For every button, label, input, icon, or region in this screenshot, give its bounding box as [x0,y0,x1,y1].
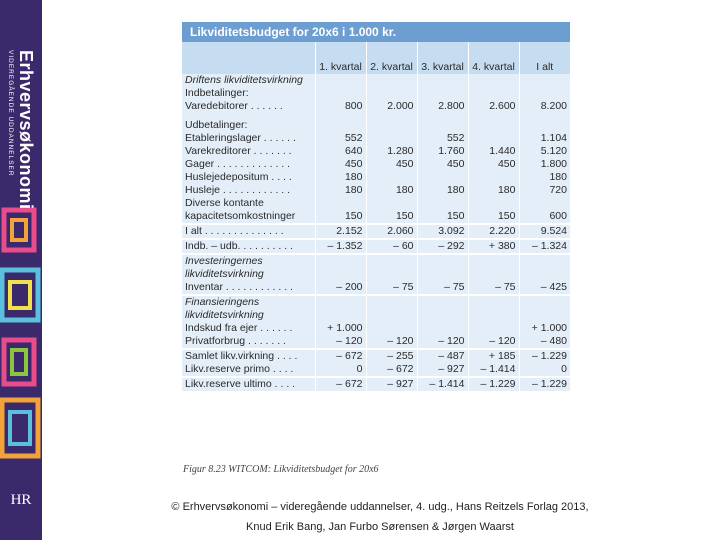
table-cell: 2.152 [315,224,366,239]
table-row [182,87,570,100]
table-row [182,171,570,184]
table-cell [519,197,570,210]
table-cell [417,197,468,210]
table-cell: 180 [315,171,366,184]
table-row [182,210,570,224]
table-cell: 9.524 [519,224,570,239]
table-cell: 3.092 [417,224,468,239]
table-cell: – 120 [366,335,417,349]
table-cell [417,295,468,322]
column-header [182,42,315,74]
table-cell [519,87,570,100]
table-cell: 0 [519,363,570,377]
table-cell: – 1.324 [519,239,570,254]
figure-caption: Figur 8.23 WITCOM: Likviditetsbudget for 20x6 [183,464,379,475]
table-row [182,349,570,363]
table-cell: – 1.229 [468,377,519,391]
table-cell: 8.200 [519,100,570,113]
table-cell: – 120 [417,335,468,349]
table-cell: 640 [315,145,366,158]
table-cell: 600 [519,210,570,224]
table-cell [366,87,417,100]
table-cell: 5.120 [519,145,570,158]
brand-title: Erhvervsøkonomi [16,50,36,210]
table-cell: – 1.229 [519,349,570,363]
table-cell: – 60 [366,239,417,254]
table-cell [417,87,468,100]
table-row [182,335,570,349]
row-label: Varedebitorer . . . . . . [182,100,315,113]
table-cell: – 75 [468,281,519,295]
table-cell: 1.104 [519,132,570,145]
table-cell [366,113,417,132]
row-label: Gager . . . . . . . . . . . . . [182,158,315,171]
liquidity-budget-table [182,42,570,391]
row-label: Udbetalinger: [182,113,315,132]
table-cell: 150 [366,210,417,224]
row-label: Diverse kontante [182,197,315,210]
table-cell: 800 [315,100,366,113]
column-header: 3. kvartal [417,42,468,74]
table-cell: – 1.352 [315,239,366,254]
table-cell [468,171,519,184]
table-row [182,184,570,197]
row-label: Likv.reserve primo . . . . [182,363,315,377]
table-row [182,254,570,281]
table-cell [315,254,366,281]
table-cell [468,295,519,322]
table-cell: 2.800 [417,100,468,113]
table-cell: 2.000 [366,100,417,113]
table-cell [468,113,519,132]
publisher-logo: HR [10,492,32,508]
table-cell: – 672 [366,363,417,377]
table-row [182,113,570,132]
table-cell [519,113,570,132]
table-cell: 552 [315,132,366,145]
table-title: Likviditetsbudget for 20x6 i 1.000 kr. [182,22,570,42]
table-cell: – 1.414 [417,377,468,391]
row-label: Privatforbrug . . . . . . . [182,335,315,349]
table-cell [468,322,519,335]
table-cell: 180 [366,184,417,197]
table-cell: 2.220 [468,224,519,239]
table-cell: 1.280 [366,145,417,158]
brand [2,50,42,210]
table-cell: 180 [519,171,570,184]
table-cell: – 480 [519,335,570,349]
table-cell: + 185 [468,349,519,363]
row-label: Finansieringens likviditetsvirkning [182,295,315,322]
table-cell: 1.800 [519,158,570,171]
footer-line-2: Knud Erik Bang, Jan Furbo Sørensen & Jørgen Waarst [246,521,514,533]
liquidity-budget-figure [182,22,570,391]
table-cell [315,74,366,87]
table-cell [366,322,417,335]
table-cell [468,87,519,100]
row-label: Samlet likv.virkning . . . . [182,349,315,363]
table-cell: 150 [315,210,366,224]
table-cell [315,197,366,210]
table-cell: – 255 [366,349,417,363]
table-cell: + 1.000 [315,322,366,335]
table-row [182,377,570,391]
table-cell: – 672 [315,349,366,363]
table-cell: 450 [366,158,417,171]
decorative-pattern [0,200,42,480]
table-cell: 552 [417,132,468,145]
table-cell: – 487 [417,349,468,363]
table-cell [519,254,570,281]
table-row [182,145,570,158]
table-cell [366,171,417,184]
table-cell: – 120 [468,335,519,349]
table-cell: – 75 [417,281,468,295]
table-cell: + 1.000 [519,322,570,335]
table-cell [366,254,417,281]
row-label: Huslejedepositum . . . . [182,171,315,184]
table-cell [315,295,366,322]
table-row [182,295,570,322]
table-cell [417,74,468,87]
row-label: Etableringslager . . . . . . [182,132,315,145]
table-row [182,158,570,171]
row-label: Driftens likviditetsvirkning [182,74,315,87]
column-header: I alt [519,42,570,74]
table-cell: 450 [417,158,468,171]
table-cell: + 380 [468,239,519,254]
table-cell: 1.440 [468,145,519,158]
table-cell: 2.060 [366,224,417,239]
table-cell: – 120 [315,335,366,349]
table-cell [315,113,366,132]
table-cell [519,74,570,87]
row-label: Indskud fra ejer . . . . . . [182,322,315,335]
table-cell: 1.760 [417,145,468,158]
table-row [182,132,570,145]
row-label: kapacitetsomkostninger [182,210,315,224]
table-cell: – 1.414 [468,363,519,377]
table-row [182,197,570,210]
table-cell: – 75 [366,281,417,295]
row-label: Indb. – udb. . . . . . . . . . [182,239,315,254]
column-header: 2. kvartal [366,42,417,74]
table-cell: – 200 [315,281,366,295]
table-row [182,74,570,87]
table-cell [468,132,519,145]
column-header: 1. kvartal [315,42,366,74]
copyright-footer [120,497,640,537]
table-cell [366,132,417,145]
table-body [182,74,570,391]
table-cell [468,254,519,281]
footer-line-1: © Erhvervsøkonomi – videregående uddannelser, 4. udg., Hans Reitzels Forlag 2013, [171,501,589,513]
table-cell: – 292 [417,239,468,254]
table-cell: 0 [315,363,366,377]
table-cell: 150 [468,210,519,224]
table-cell [366,295,417,322]
table-row [182,224,570,239]
table-row [182,100,570,113]
row-label: Indbetalinger: [182,87,315,100]
table-cell: 720 [519,184,570,197]
table-row [182,363,570,377]
row-label: Husleje . . . . . . . . . . . . [182,184,315,197]
table-row [182,322,570,335]
table-cell: 450 [468,158,519,171]
table-cell: 180 [417,184,468,197]
row-label: Investeringernes likviditetsvirkning [182,254,315,281]
table-cell: – 927 [366,377,417,391]
brand-subtitle: VIDEREGÅENDE UDDANNELSER [7,50,14,177]
table-row [182,281,570,295]
table-cell [417,254,468,281]
row-label: Inventar . . . . . . . . . . . . [182,281,315,295]
row-label: Likv.reserve ultimo . . . . [182,377,315,391]
table-cell [366,197,417,210]
table-cell: 180 [468,184,519,197]
table-cell: – 672 [315,377,366,391]
table-cell: – 1.229 [519,377,570,391]
table-cell: 180 [315,184,366,197]
table-row [182,239,570,254]
book-cover-sidebar [0,0,42,540]
table-header-row [182,42,570,74]
table-cell [519,295,570,322]
row-label: I alt . . . . . . . . . . . . . . [182,224,315,239]
table-cell [417,113,468,132]
row-label: Varekreditorer . . . . . . . [182,145,315,158]
column-header: 4. kvartal [468,42,519,74]
table-cell [366,74,417,87]
table-cell [468,197,519,210]
table-cell [315,87,366,100]
table-cell: – 927 [417,363,468,377]
table-cell: 450 [315,158,366,171]
table-cell [417,171,468,184]
table-cell [468,74,519,87]
table-cell: 2.600 [468,100,519,113]
table-cell: – 425 [519,281,570,295]
table-cell [417,322,468,335]
table-cell: 150 [417,210,468,224]
